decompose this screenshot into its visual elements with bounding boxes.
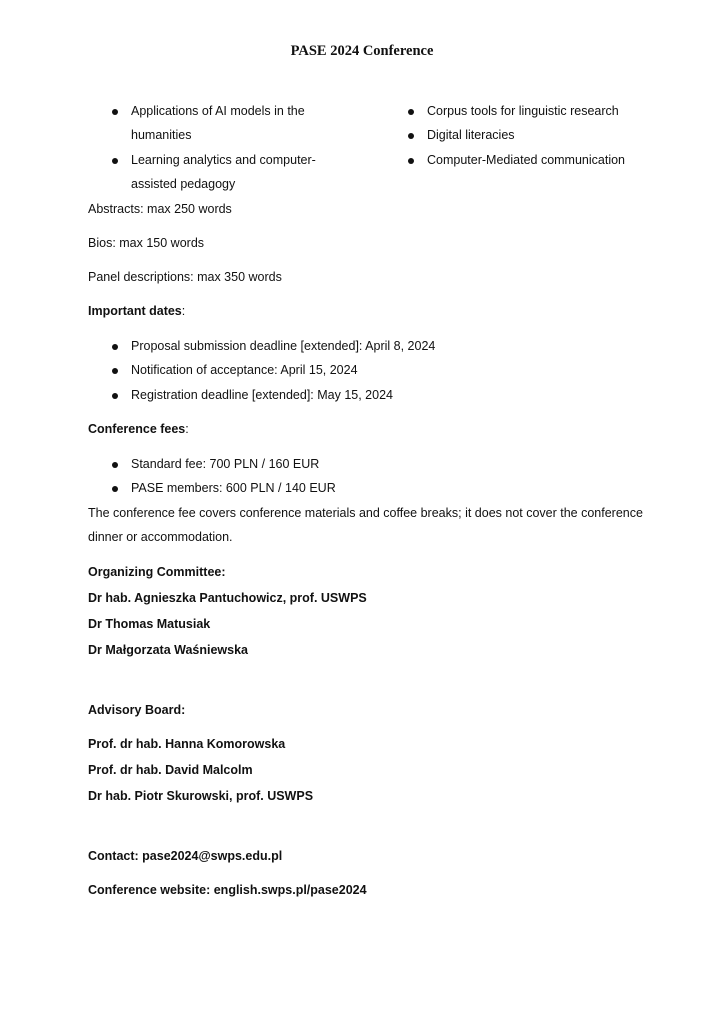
organizing-committee-heading: Organizing Committee: [88, 565, 226, 579]
bullet-icon [112, 109, 118, 115]
important-dates-heading [88, 304, 185, 318]
bios-limit: Bios: max 150 words [88, 236, 205, 250]
bullet-icon [408, 109, 414, 115]
heading-colon: : [185, 422, 189, 436]
panel-limit: Panel descriptions: max 350 words [88, 270, 282, 284]
topic-item: Computer-Mediated communication [427, 153, 626, 167]
bullet-icon [112, 158, 118, 164]
bullet-icon [112, 344, 118, 350]
bullet-icon [112, 368, 118, 374]
bullet-icon [112, 462, 118, 468]
topic-item-line: assisted pedagogy [131, 177, 236, 191]
fee-note-line: dinner or accommodation. [88, 530, 233, 544]
conference-fees-label: Conference fees [88, 422, 186, 436]
fee-item: Standard fee: 700 PLN / 160 EUR [131, 457, 320, 471]
topic-item-line: Applications of AI models in the [131, 104, 305, 118]
bullet-icon [112, 486, 118, 492]
topic-item: Digital literacies [427, 128, 515, 142]
fee-note-line: The conference fee covers conference materials and coffee breaks; it does not cover the conference [88, 506, 643, 520]
committee-member: Dr hab. Agnieszka Pantuchowicz, prof. USWPS [88, 591, 367, 605]
advisory-member: Prof. dr hab. Hanna Komorowska [88, 737, 286, 751]
bullet-icon [408, 133, 414, 139]
important-dates-label: Important dates [88, 304, 182, 318]
committee-member: Dr Małgorzata Waśniewska [88, 643, 249, 657]
bullet-icon [408, 158, 414, 164]
topic-item-line: Learning analytics and computer- [131, 153, 316, 167]
abstracts-limit: Abstracts: max 250 words [88, 202, 232, 216]
conference-fees-heading [88, 422, 189, 436]
bullet-icon [112, 393, 118, 399]
date-item: Registration deadline [extended]: May 15, 2024 [131, 388, 393, 402]
page-title: PASE 2024 Conference [290, 43, 434, 59]
committee-member: Dr Thomas Matusiak [88, 617, 211, 631]
fee-item: PASE members: 600 PLN / 140 EUR [131, 481, 336, 495]
advisory-member: Prof. dr hab. David Malcolm [88, 763, 253, 777]
website-line: Conference website: english.swps.pl/pase2024 [88, 883, 367, 897]
advisory-member: Dr hab. Piotr Skurowski, prof. USWPS [88, 789, 314, 803]
topic-item-line: humanities [131, 128, 192, 142]
heading-colon: : [181, 304, 186, 318]
date-item: Notification of acceptance: April 15, 2024 [131, 363, 358, 377]
topic-item: Corpus tools for linguistic research [427, 104, 619, 118]
date-item: Proposal submission deadline [extended]: April 8, 2024 [131, 339, 436, 353]
advisory-board-heading: Advisory Board: [88, 703, 186, 717]
contact-line: Contact: pase2024@swps.edu.pl [88, 849, 283, 863]
